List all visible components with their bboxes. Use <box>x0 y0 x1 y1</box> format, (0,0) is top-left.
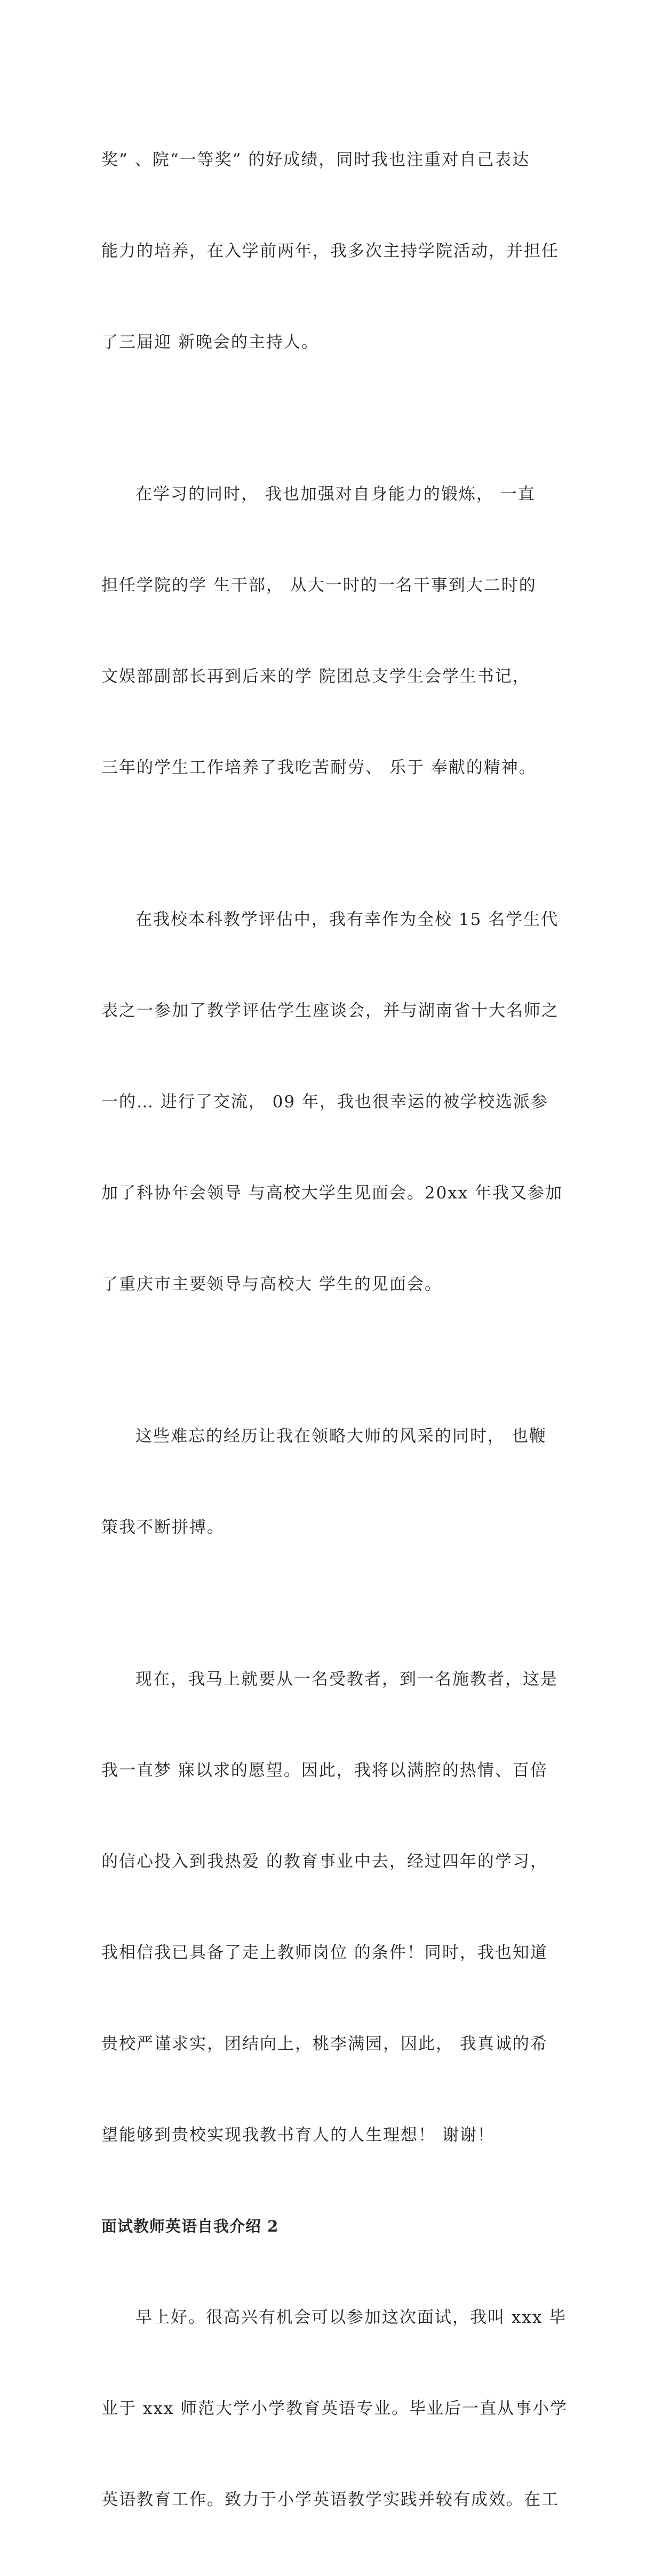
text-line: 英语教育工作。致力于小学英语教学实践并较有成效。在工 <box>101 2490 559 2509</box>
text-line: 奖” 、院“一等奖” 的好成绩，同时我也注重对自己表达 <box>101 150 530 170</box>
paragraph-introduction <box>101 2242 568 2576</box>
text-line: 在学习的同时， 我也加强对自身能力的锻炼， 一直 <box>135 485 536 504</box>
text-line: 早上好。很高兴有机会可以参加这次面试，我叫 xxx 毕 <box>135 2308 567 2327</box>
text-line: 一的… 进行了交流， 09 年，我也很幸运的被学校选派参 <box>101 1092 549 1112</box>
text-line: 策我不断拼搏。 <box>101 1518 225 1537</box>
text-line: 能力的培养，在入学前两年，我多次主持学院活动，并担任 <box>101 241 559 261</box>
paragraph-aspiration <box>101 1604 563 2211</box>
text-line: 现在，我马上就要从一名受教者，到一名施教者，这是 <box>135 1670 558 1689</box>
text-line: 的信心投入到我热爱 的教育事业中去，经过四年的学习， <box>101 1852 548 1871</box>
text-line: 这些难忘的经历让我在领略大师的风采的同时， 也鞭 <box>135 1427 547 1446</box>
text-line: 了重庆市主要领导与高校大 学生的见面会。 <box>101 1275 442 1294</box>
text-line: 担任学院的学 生干部， 从大一时的一名干事到大二时的 <box>101 576 537 595</box>
text-line: 望能够到贵校实现我教书育人的人生理想！ 谢谢！ <box>101 2126 495 2145</box>
text-line: 三年的学生工作培养了我吃苦耐劳、 乐于 奉献的精神。 <box>101 758 537 777</box>
paragraph-student-work <box>101 418 563 844</box>
text-line: 在我校本科教学评估中，我有幸作为全校 15 名学生代 <box>135 910 559 929</box>
text-line: 业于 xxx 师范大学小学教育英语专业。毕业后一直从事小学 <box>101 2399 568 2418</box>
text-line: 我一直梦 寐以求的愿望。因此，我将以满腔的热情、百倍 <box>101 1761 548 1780</box>
text-line: 加了科协年会领导 与高校大学生见面会。20xx 年我又参加 <box>101 1184 563 1203</box>
text-line: 我相信我已具备了走上教师岗位 的条件！同时，我也知道 <box>101 1943 548 1962</box>
text-line: 文娱部副部长再到后来的学 院团总支学生会学生书记， <box>101 667 530 686</box>
paragraph-experience <box>101 1361 563 1604</box>
text-line: 表之一参加了教学评估学生座谈会，并与湖南省十大名师之 <box>101 1001 559 1020</box>
paragraph-achievements <box>101 84 563 418</box>
paragraph-evaluation <box>101 844 563 1361</box>
document-body <box>101 84 568 2576</box>
text-line: 贵校严谨求实，团结向上，桃李满园，因此， 我真诚的希 <box>101 2034 548 2054</box>
text-line: 了三届迎 新晚会的主持人。 <box>101 333 319 352</box>
section-heading: 面试教师英语自我介绍 2 <box>101 2217 279 2235</box>
